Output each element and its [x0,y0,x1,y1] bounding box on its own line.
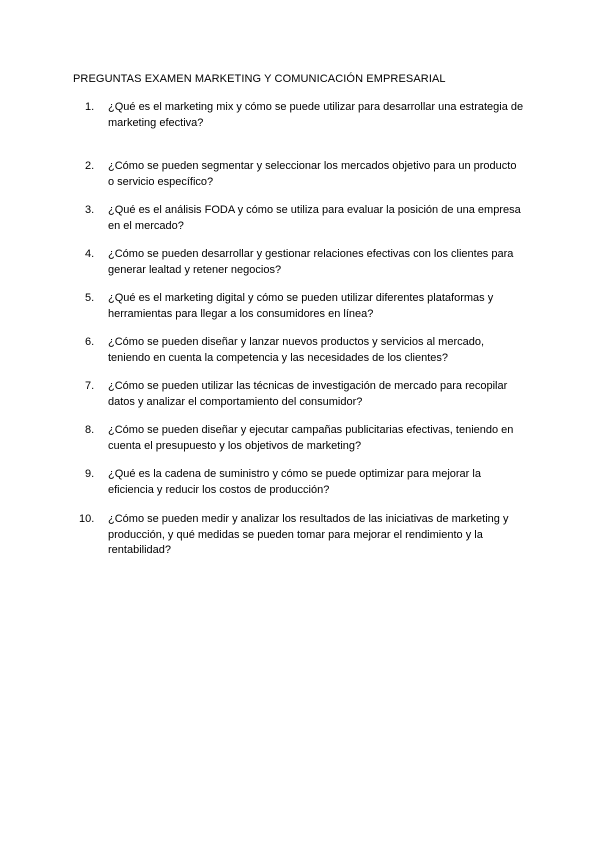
question-line: ¿Qué es el marketing digital y cómo se pueden utilizar diferentes plataformas y [108,292,494,304]
question-number: 7. [85,380,95,392]
document-title: PREGUNTAS EXAMEN MARKETING Y COMUNICACIÓN EMPRESARIAL [73,73,446,85]
question-line: teniendo en cuenta la competencia y las necesidades de los clientes? [108,351,449,364]
question-number: 2. [85,160,95,172]
question-line: rentabilidad? [108,544,171,556]
question-line: o servicio específico? [108,175,214,188]
question-item [85,467,481,498]
question-line: producción, y qué medidas se pueden tomar para mejorar el rendimiento y la [108,528,483,541]
question-item [85,335,485,366]
question-number: 6. [85,336,95,348]
question-line: eficiencia y reducir los costos de producción? [108,483,330,496]
question-line: ¿Qué es el marketing mix y cómo se puede utilizar para desarrollar una estrategia de [108,101,524,113]
question-line: marketing efectiva? [108,116,204,129]
question-line: en el mercado? [108,219,184,232]
question-line: herramientas para llegar a los consumidores en línea? [108,307,374,320]
question-line: datos y analizar el comportamiento del consumidor? [108,395,363,408]
question-item [85,100,524,131]
question-line: generar lealtad y retener negocios? [108,263,282,276]
question-item [85,379,508,410]
question-item [85,291,494,322]
question-line: cuenta el presupuesto y los objetivos de marketing? [108,439,362,452]
question-item [79,512,509,559]
question-number: 10. [79,513,95,525]
question-number: 4. [85,248,95,260]
question-number: 1. [85,101,95,113]
question-line: ¿Cómo se pueden diseñar y lanzar nuevos productos y servicios al mercado, [108,336,485,348]
question-item [85,423,514,454]
question-line: ¿Qué es el análisis FODA y cómo se utiliza para evaluar la posición de una empresa [108,204,521,216]
question-line: ¿Cómo se pueden desarrollar y gestionar relaciones efectivas con los clientes para [108,248,514,260]
question-line: ¿Qué es la cadena de suministro y cómo se puede optimizar para mejorar la [108,468,481,480]
question-line: ¿Cómo se pueden utilizar las técnicas de investigación de mercado para recopilar [108,380,508,392]
question-item [85,247,514,278]
question-line: ¿Cómo se pueden diseñar y ejecutar campañas publicitarias efectivas, teniendo en [108,424,514,436]
question-number: 8. [85,424,95,436]
question-item [85,203,521,234]
question-number: 3. [85,204,95,216]
question-number: 9. [85,468,95,480]
question-line: ¿Cómo se pueden segmentar y seleccionar los mercados objetivo para un producto [108,160,517,172]
question-item [85,159,517,190]
question-number: 5. [85,292,95,304]
question-line: ¿Cómo se pueden medir y analizar los resultados de las iniciativas de marketing y [108,513,509,525]
